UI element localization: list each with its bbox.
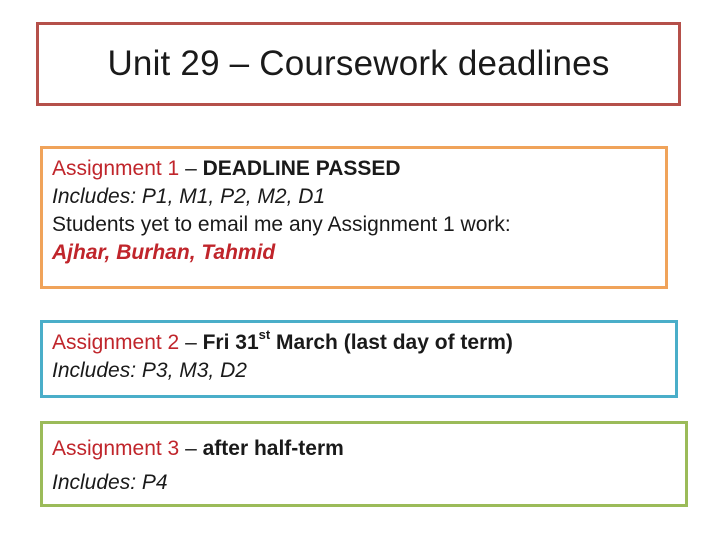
assignment-3-separator: – <box>179 437 203 460</box>
assignment-2-deadline-ordinal: st <box>258 327 271 342</box>
assignment-3-heading <box>52 432 685 466</box>
assignment-3-includes: Includes: P4 <box>52 471 168 494</box>
assignment-2-deadline-day: Fri 31 <box>202 331 259 354</box>
assignment-1-heading <box>52 155 665 183</box>
assignment-2-box <box>40 320 678 398</box>
assignment-3-name: Assignment 3 <box>52 437 180 460</box>
title-box <box>36 22 681 106</box>
assignment-2-name: Assignment 2 <box>52 331 180 354</box>
assignment-2-includes: Includes: P3, M3, D2 <box>52 359 247 382</box>
assignment-1-includes: Includes: P1, M1, P2, M2, D1 <box>52 185 326 208</box>
assignment-1-box <box>40 146 668 289</box>
assignment-1-note: Students yet to email me any Assignment 1 work: <box>52 213 511 236</box>
assignment-2-deadline-rest: March (last day of term) <box>270 331 513 354</box>
assignment-3-deadline: after half-term <box>202 437 344 460</box>
page-title: Unit 29 – Coursework deadlines <box>107 44 610 83</box>
assignment-1-status: DEADLINE PASSED <box>202 157 401 180</box>
assignment-2-heading <box>52 329 675 357</box>
assignment-2-separator: – <box>179 331 203 354</box>
assignment-3-box <box>40 421 688 507</box>
assignment-1-students: Ajhar, Burhan, Tahmid <box>52 241 276 264</box>
assignment-1-separator: – <box>179 157 203 180</box>
assignment-1-name: Assignment 1 <box>52 157 180 180</box>
